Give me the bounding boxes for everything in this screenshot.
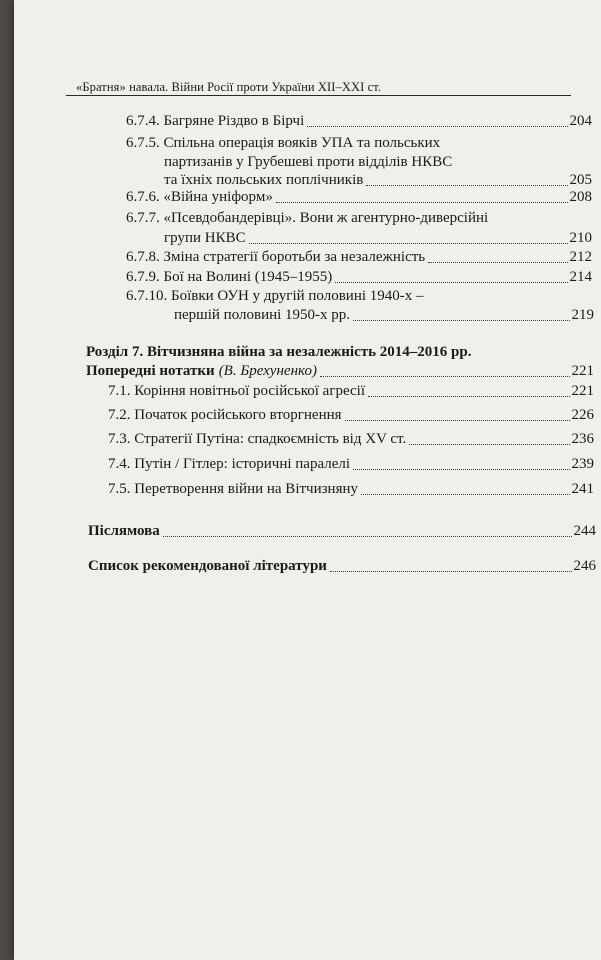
toc-entry-6-7-9[interactable]: 6.7.9. Бої на Волині (1945–1955) 214 [126,269,592,285]
header-rule [66,95,571,96]
dot-leader [249,242,568,244]
preface-author: (В. Брехуненко) [218,363,317,379]
page-number: 239 [571,456,594,472]
toc-entry-6-7-5-line2[interactable]: партизанів у Грубешеві проти відділів НКВС [164,154,453,170]
dot-leader [353,319,569,321]
page-number: 208 [569,189,592,205]
dot-leader [335,281,567,283]
toc-entry-6-7-8[interactable]: 6.7.8. Зміна стратегії боротьби за незалежність 212 [126,249,592,265]
toc-entry-7-1[interactable]: 7.1. Коріння новітньої російської агресії 221 [108,383,594,399]
page-number: 214 [569,269,592,285]
dot-leader [163,535,572,537]
toc-entry-6-7-10[interactable]: першій половині 1950-х рр. 219 [174,307,594,323]
page-number: 241 [571,481,594,497]
page-number: 226 [571,407,594,423]
page-number: 244 [573,523,596,539]
page-number: 205 [569,172,592,188]
dot-leader [320,375,570,377]
running-header: «Братня» навала. Війни Росії проти України XII–XXI ст. [76,80,382,94]
dot-leader [307,125,567,127]
dot-leader [330,570,572,572]
book-spine [0,0,14,960]
toc-entry-6-7-7[interactable]: групи НКВС 210 [164,230,592,246]
page-number: 236 [571,431,594,447]
page-number: 221 [571,363,594,379]
toc-entry-6-7-10-line1[interactable]: 6.7.10. Боївки ОУН у другій половині 1940-х – [126,288,424,304]
page-number: 212 [569,249,592,265]
toc-entry-6-7-5[interactable]: та їхніх польських поплічників 205 [164,172,592,188]
preface-label: Попередні нотатки [86,363,215,379]
dot-leader [428,261,567,263]
dot-leader [368,395,570,397]
dot-leader [276,201,568,203]
section-7-title[interactable]: Розділ 7. Вітчизняна війна за незалежність 2014–2016 рр. [86,344,472,360]
toc-entry-7-4[interactable]: 7.4. Путін / Гітлер: історичні паралелі 239 [108,456,594,472]
dot-leader [361,493,570,495]
toc-entry-7-2[interactable]: 7.2. Початок російського вторгнення 226 [108,407,594,423]
page-number: 204 [569,113,592,129]
dot-leader [366,184,567,186]
toc-entry-bibliography[interactable]: Список рекомендованої літератури 246 [88,558,596,574]
dot-leader [345,419,570,421]
toc-entry-6-7-6[interactable]: 6.7.6. «Війна уніформ» 208 [126,189,592,205]
dot-leader [409,443,569,445]
toc-entry-7-5[interactable]: 7.5. Перетворення війни на Вітчизняну 241 [108,481,594,497]
page-number: 221 [571,383,594,399]
dot-leader [353,468,569,470]
toc-entry-6-7-7-line1[interactable]: 6.7.7. «Псевдобандерівці». Вони ж агентурно-диверсійні [126,210,489,226]
toc-entry-6-7-4[interactable]: 6.7.4. Багряне Різдво в Бірчі 204 [126,113,592,129]
page-number: 246 [573,558,596,574]
page-number: 210 [569,230,592,246]
toc-entry-7-3[interactable]: 7.3. Стратегії Путіна: спадкоємність від XV ст. 236 [108,431,594,447]
toc-entry-preface[interactable] [86,362,594,380]
toc-entry-6-7-5-line1[interactable]: 6.7.5. Спільна операція вояків УПА та польських [126,135,441,151]
page-number: 219 [571,307,594,323]
toc-entry-afterword[interactable]: Післямова 244 [88,523,596,539]
